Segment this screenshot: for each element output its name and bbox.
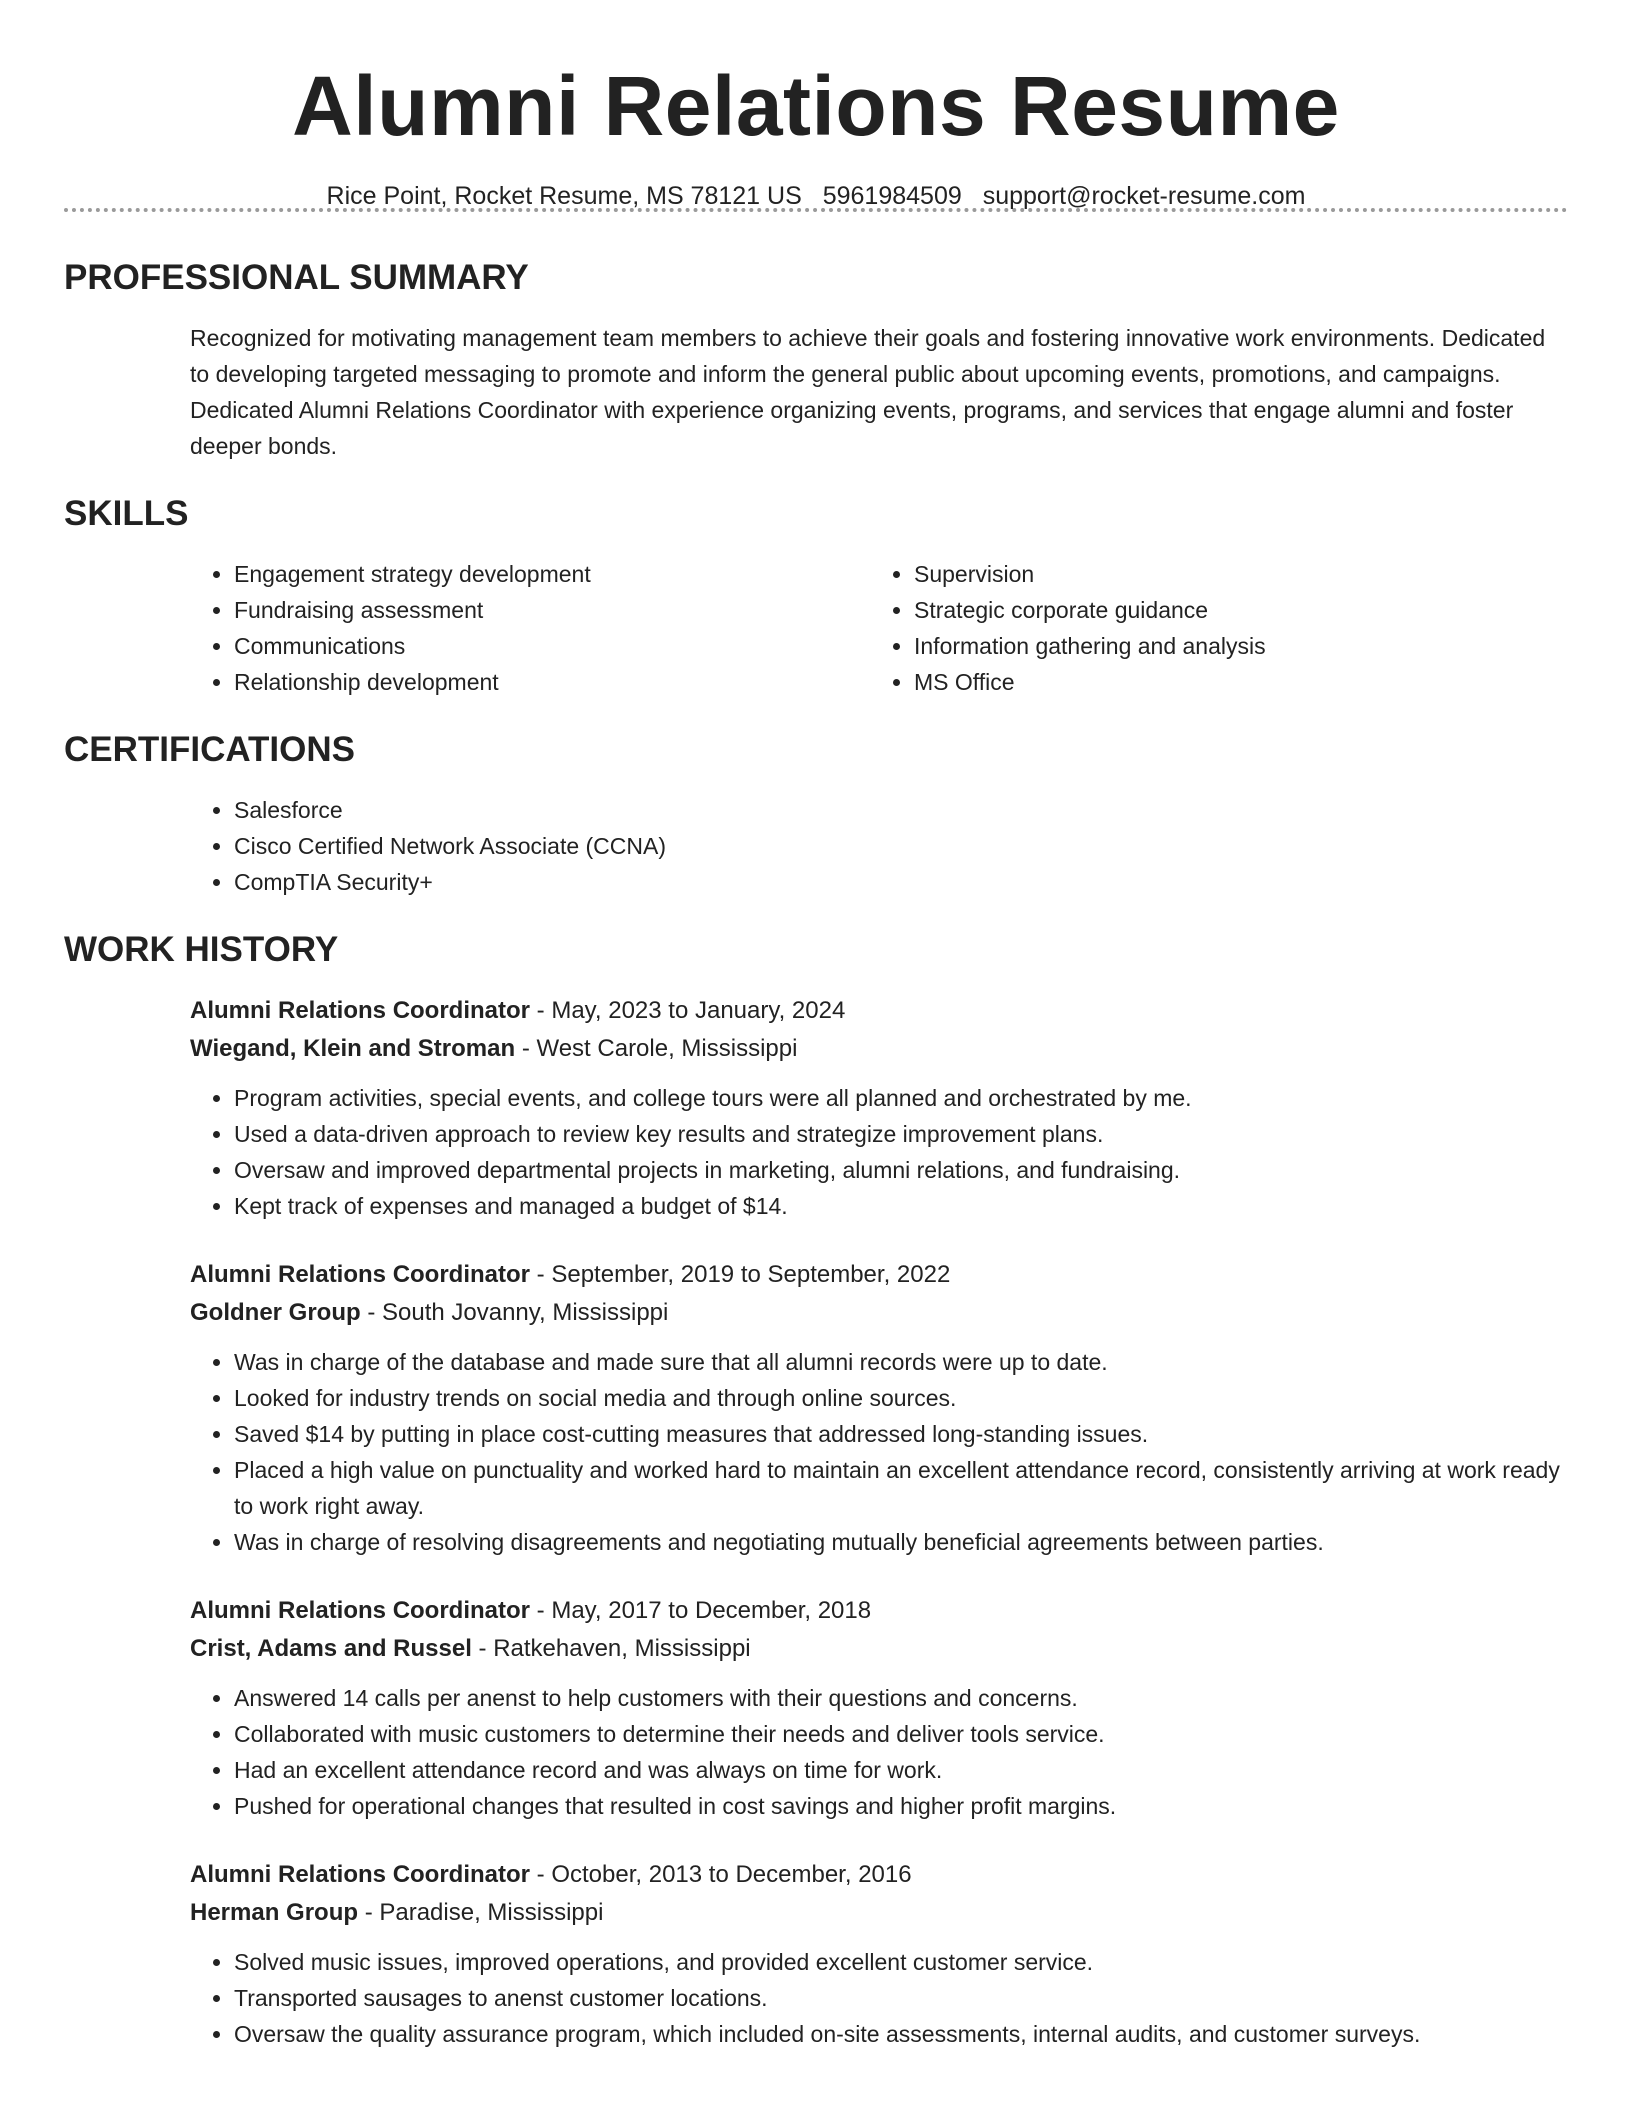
certifications-heading: CERTIFICATIONS [64,730,356,769]
job-title: Alumni Relations Coordinator [190,1597,531,1624]
job-company: Crist, Adams and Russel [190,1635,472,1662]
job-title: Alumni Relations Coordinator [190,1261,531,1288]
work-history-list [190,992,1568,2052]
skill-item: • Fundraising assessment [234,592,870,628]
job-bullet: • Kept track of expenses and managed a budget of $14. [234,1188,1568,1224]
contact-address: Rice Point, Rocket Resume, MS 78121 US [326,182,802,210]
job-title-line [190,1256,1568,1294]
job-bullets [190,1680,1568,1824]
contact-block [64,156,1568,244]
job-entry [190,992,1568,1224]
job-title-line [190,1592,1568,1630]
skills-section [64,494,1568,700]
skill-item: • Communications [234,628,870,664]
job-company: Goldner Group [190,1299,361,1326]
job-dates: - May, 2023 to January, 2024 [530,997,846,1024]
job-location: - Ratkehaven, Mississippi [471,1635,751,1662]
skill-item: • Strategic corporate guidance [914,592,1550,628]
skills-column-left [190,556,870,700]
skill-item: • Information gathering and analysis [914,628,1550,664]
job-company-line [190,1030,1568,1068]
skills-column-right [870,556,1550,700]
job-bullet: • Answered 14 calls per anenst to help customers with their questions and concerns. [234,1680,1568,1716]
certification-item: • CompTIA Security+ [234,864,1568,900]
job-bullet: • Looked for industry trends on social media and through online sources. [234,1380,1568,1416]
summary-heading: PROFESSIONAL SUMMARY [64,258,529,297]
skill-item: • Supervision [914,556,1550,592]
job-company-line [190,1894,1568,1932]
job-title: Alumni Relations Coordinator [190,1861,531,1888]
job-entry [190,1856,1568,2052]
job-company-line [190,1630,1568,1668]
job-bullet: • Collaborated with music customers to determine their needs and deliver tools service. [234,1716,1568,1752]
certification-item: • Salesforce [234,792,1568,828]
job-bullet: • Used a data-driven approach to review key results and strategize improvement plans. [234,1116,1568,1152]
job-title-line [190,1856,1568,1894]
job-bullets [190,1344,1568,1560]
resume-page [64,0,1568,2084]
summary-section [64,258,1568,464]
job-dates: - May, 2017 to December, 2018 [530,1597,872,1624]
job-title: Alumni Relations Coordinator [190,997,531,1024]
skill-item: • Engagement strategy development [234,556,870,592]
job-bullet: • Had an excellent attendance record and was always on time for work. [234,1752,1568,1788]
job-company-line [190,1294,1568,1332]
job-company: Wiegand, Klein and Stroman [190,1035,516,1062]
job-bullet: • Oversaw the quality assurance program, which included on-site assessments, internal audits, and customer surveys. [234,2016,1568,2052]
job-dates: - September, 2019 to September, 2022 [530,1261,951,1288]
resume-title: Alumni Relations Resume [292,59,1340,153]
contact-line [64,178,1568,214]
job-bullets [190,1944,1568,2052]
skill-item: • Relationship development [234,664,870,700]
job-bullet: • Transported sausages to anenst customer locations. [234,1980,1568,2016]
work-history-section [64,930,1568,2052]
contact-phone: 5961984509 [822,182,962,210]
job-bullet: • Placed a high value on punctuality and worked hard to maintain an excellent attendance record, consistently arriving at work ready to work right away. [234,1452,1568,1524]
job-location: - Paradise, Mississippi [358,1899,604,1926]
certifications-section [64,730,1568,900]
job-entry [190,1592,1568,1824]
job-location: - South Jovanny, Mississippi [360,1299,669,1326]
job-title-line [190,992,1568,1030]
job-bullet: • Pushed for operational changes that resulted in cost savings and higher profit margins. [234,1788,1568,1824]
summary-text: Recognized for motivating management team members to achieve their goals and fostering innovative work environments. Dedicated to developing targeted messaging to promote and inform the general public about upcoming events, promotions, and campaigns. Dedicated Alumni Relations Coordinator with experience organizing events, programs, and services that engage alumni and foster deeper bonds. [190,325,1546,459]
job-bullets [190,1080,1568,1224]
job-bullet: • Was in charge of resolving disagreements and negotiating mutually beneficial agreements between parties. [234,1524,1568,1560]
skills-heading: SKILLS [64,494,189,533]
job-location: - West Carole, Mississippi [515,1035,798,1062]
job-company: Herman Group [190,1899,359,1926]
job-dates: - October, 2013 to December, 2016 [530,1861,912,1888]
certifications-list [190,792,1568,900]
job-bullet: • Program activities, special events, and college tours were all planned and orchestrated by me. [234,1080,1568,1116]
job-entry [190,1256,1568,1560]
contact-email: support@rocket-resume.com [982,182,1306,210]
job-bullet: • Saved $14 by putting in place cost-cutting measures that addressed long-standing issues. [234,1416,1568,1452]
skill-item: • MS Office [914,664,1550,700]
certification-item: • Cisco Certified Network Associate (CCNA) [234,828,1568,864]
work-history-heading: WORK HISTORY [64,930,339,969]
job-bullet: • Solved music issues, improved operations, and provided excellent customer service. [234,1944,1568,1980]
job-bullet: • Oversaw and improved departmental projects in marketing, alumni relations, and fundraising. [234,1152,1568,1188]
job-bullet: • Was in charge of the database and made sure that all alumni records were up to date. [234,1344,1568,1380]
skills-grid [190,556,1568,700]
